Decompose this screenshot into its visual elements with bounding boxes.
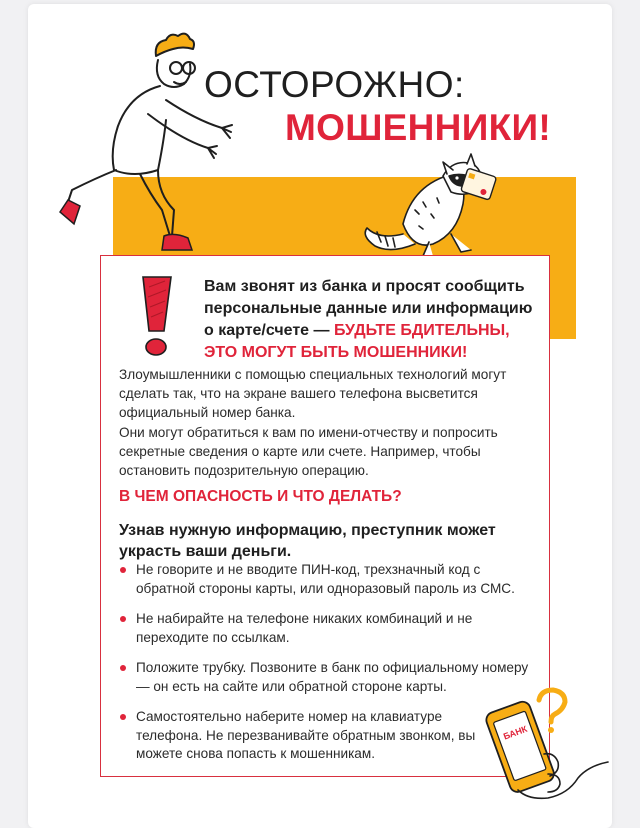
- paragraph-2: Они могут обратиться к вам по имени-отчеству и попросить секретные сведения о карте или счете. Например, чтобы остановить подозрительную операцию.: [119, 425, 498, 478]
- title-line1: ОСТОРОЖНО:: [204, 64, 465, 105]
- phone-screen-label: БАНК: [501, 723, 529, 742]
- list-item: Самостоятельно наберите номер на клавиатуре телефона. Не перезванивайте обратным звонком, вы можете снова попасть к мошенникам.: [119, 708, 481, 764]
- section-subheading: Узнав нужную информацию, преступник может украсть ваши деньги.: [119, 522, 496, 560]
- raccoon-thief-icon: [363, 154, 493, 259]
- paragraph-1: Злоумышленники с помощью специальных технологий могут сделать так, что на экране вашего телефона высветится официальный номер банка.: [119, 367, 507, 420]
- advice-list: [119, 561, 539, 776]
- warning-text-alert: БУДЬТЕ БДИТЕЛЬНЫ, ЭТО МОГУТ БЫТЬ МОШЕННИКИ!: [204, 322, 510, 361]
- warning-text: [204, 276, 544, 364]
- leaflet-page: [28, 4, 612, 828]
- list-item: Не говорите и не вводите ПИН-код, трехзначный код с обратной стороны карты, или одноразовый пароль из СМС.: [119, 561, 539, 598]
- exclamation-icon: [139, 275, 179, 357]
- section-heading: В ЧЕМ ОПАСНОСТЬ И ЧТО ДЕЛАТЬ?: [119, 488, 402, 505]
- question-mark-icon: [533, 688, 569, 734]
- title-line2: МОШЕННИКИ!: [285, 107, 551, 148]
- list-item: Положите трубку. Позвоните в банк по официальному номеру — он есть на сайте или обратной стороне карты.: [119, 659, 539, 696]
- warning-text-main: Вам звонят из банка и просят сообщить персональные данные или информацию о карте/счете —: [204, 278, 533, 339]
- list-item: Не набирайте на телефоне никаких комбинаций и не переходите по ссылкам.: [119, 610, 539, 647]
- running-man-icon: [28, 4, 228, 264]
